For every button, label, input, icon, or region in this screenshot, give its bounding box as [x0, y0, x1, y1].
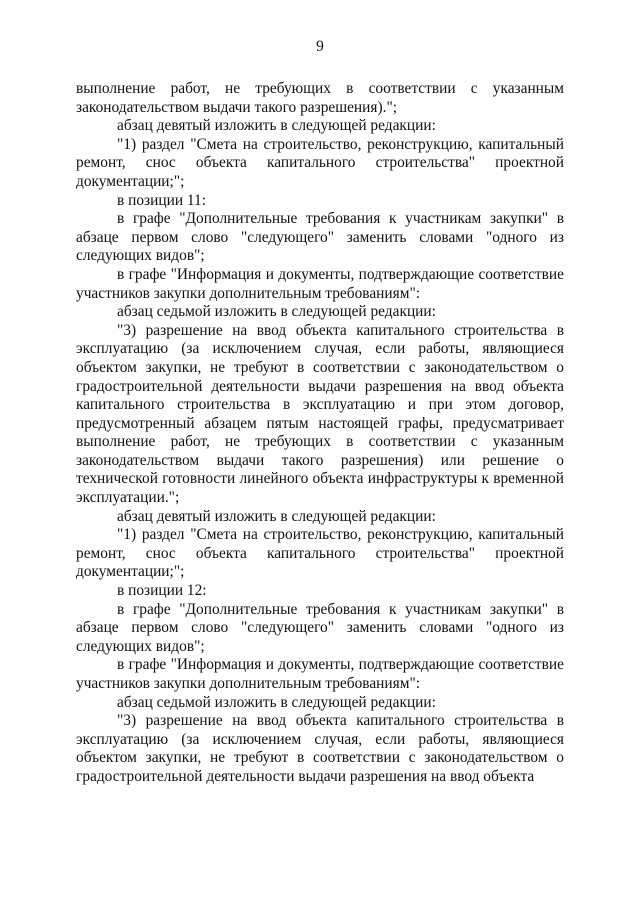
paragraph: в графе "Информация и документы, подтверждающие соответствие участников закупки дополнительным требованиям":: [76, 265, 564, 302]
paragraph: абзац девятый изложить в следующей редакции:: [117, 117, 436, 135]
paragraph: в графе "Дополнительные требования к участникам закупки" в абзаце первом слово "следующего" заменить словами "одного из следующих видов";: [76, 210, 564, 265]
paragraph: в позиции 12:: [117, 582, 207, 600]
paragraph: в графе "Дополнительные требования к участникам закупки" в абзаце первом слово "следующего" заменить словами "одного из следующих видов";: [76, 600, 564, 655]
paragraph: в графе "Информация и документы, подтверждающие соответствие участников закупки дополнительным требованиям":: [76, 656, 564, 692]
paragraph: "1) раздел "Смета на строительство, реконструкцию, капитальный ремонт, снос объекта капитального строительства" проектной документации;";: [76, 526, 564, 581]
paragraph: в позиции 11:: [117, 191, 207, 209]
page-number: 9: [316, 38, 324, 55]
document-body: [76, 80, 564, 787]
paragraph: абзац седьмой изложить в следующей редакции:: [117, 693, 436, 711]
paragraph: "3) разрешение на ввод объекта капитального строительства в эксплуатацию (за исключением случая, если работы, являющиеся объектом закупки, не требуют в соответствии с законодательством о градостроительной деятельности выдачи разрешения на ввод объекта: [76, 712, 564, 785]
paragraph: выполнение работ, не требующих в соответствии с указанным законодательством выдачи такого разрешения).";: [76, 80, 564, 116]
paragraph: "3) разрешение на ввод объекта капитального строительства в эксплуатацию (за исключением случая, если работы, являющиеся объектом закупки, не требуют в соответствии с законодательством о градостроительной деятельности выдачи разрешения на ввод объекта капитального строительства в эксплуатацию и при этом договор, предусмотренный абзацем пятым настоящей графы, предусматривает выполнение работ, не требующих в соответствии с указанным законодательством выдачи такого разрешения) или решение о технической готовности линейного объекта инфраструктуры к временной эксплуатации.";: [76, 321, 564, 507]
paragraph: абзац седьмой изложить в следующей редакции:: [117, 303, 436, 321]
paragraph: абзац девятый изложить в следующей редакции:: [117, 507, 436, 525]
paragraph: "1) раздел "Смета на строительство, реконструкцию, капитальный ремонт, снос объекта капитального строительства" проектной документации;";: [76, 135, 564, 190]
